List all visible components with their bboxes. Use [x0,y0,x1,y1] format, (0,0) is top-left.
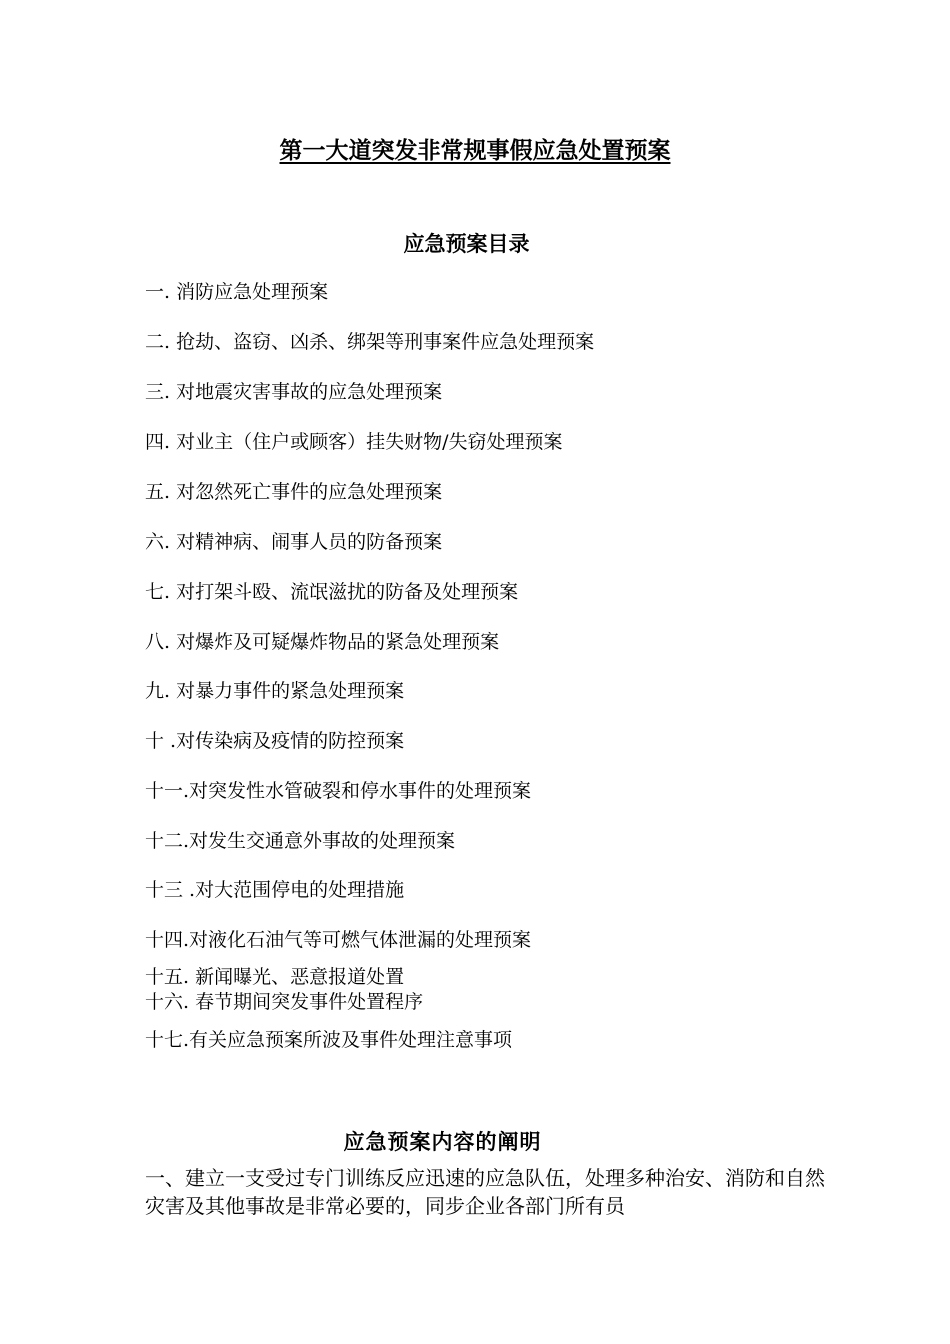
toc-item: 十五. 新闻曝光、恶意报道处置 [145,966,405,988]
intro-paragraph: 一、建立一支受过专门训练反应迅速的应急队伍，处理多种治安、消防和自然灾害及其他事故是非常必要的，同步企业各部门所有员 [145,1166,825,1218]
document-title: 第一大道突发非常规事假应急处置预案 [279,137,671,164]
toc-item: 九. 对暴力事件的紧急处理预案 [145,680,405,702]
toc-item: 七. 对打架斗殴、流氓滋扰的防备及处理预案 [145,581,519,603]
section-heading: 应急预案内容的阐明 [343,1129,542,1154]
toc-item: 十六. 春节期间突发事件处置程序 [145,991,424,1013]
toc-item: 十四.对液化石油气等可燃气体泄漏的处理预案 [145,929,532,951]
toc-item: 十七.有关应急预案所波及事件处理注意事项 [145,1029,513,1051]
toc-item: 一. 消防应急处理预案 [145,281,329,303]
toc-item: 六. 对精神病、闹事人员的防备预案 [145,531,443,553]
toc-item: 十二.对发生交通意外事故的处理预案 [145,830,456,852]
toc-heading: 应急预案目录 [403,231,530,256]
toc-item: 八. 对爆炸及可疑爆炸物品的紧急处理预案 [145,631,500,653]
toc-item: 三. 对地震灾害事故的应急处理预案 [145,381,443,403]
toc-item: 四. 对业主（住户或顾客）挂失财物/失窃处理预案 [145,431,563,453]
toc-item: 十三 .对大范围停电的处理措施 [145,879,405,901]
toc-item: 二. 抢劫、盗窃、凶杀、绑架等刑事案件应急处理预案 [145,331,595,353]
toc-item: 五. 对忽然死亡事件的应急处理预案 [145,481,443,503]
toc-item: 十 .对传染病及疫情的防控预案 [145,730,405,752]
toc-item: 十一.对突发性水管破裂和停水事件的处理预案 [145,780,532,802]
